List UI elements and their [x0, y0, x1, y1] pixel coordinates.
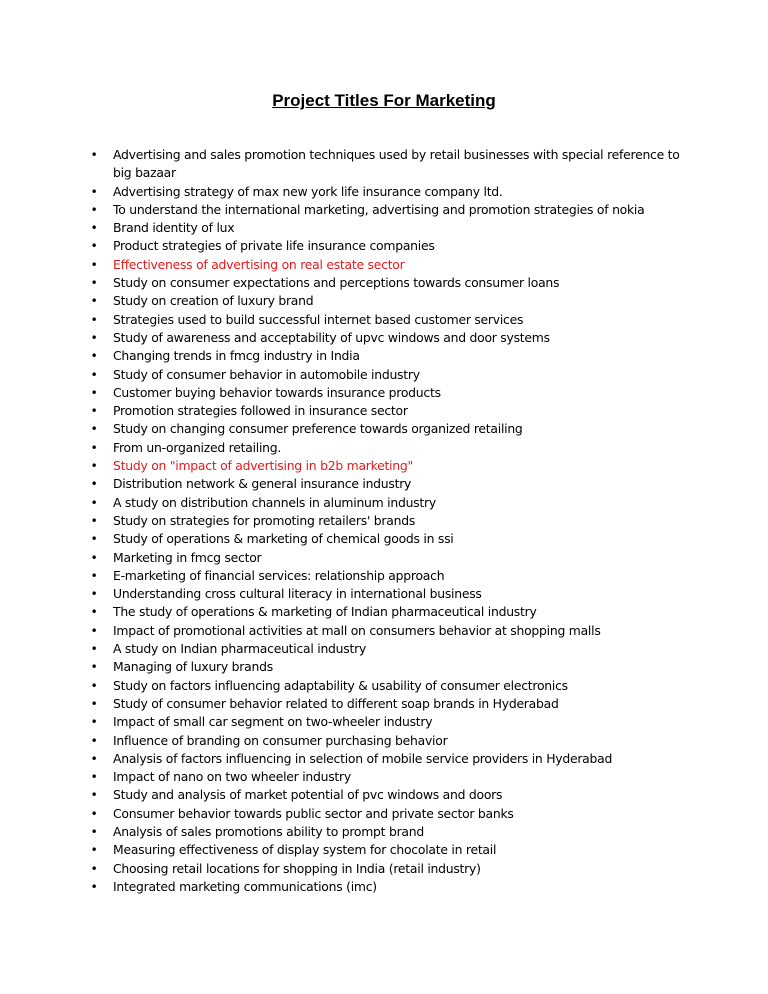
bullet-icon: •	[90, 660, 98, 675]
list-item-text: E-marketing of financial services: relationship approach	[113, 567, 445, 583]
page-title: Project Titles For Marketing	[272, 91, 496, 110]
list-item	[0, 658, 768, 676]
bullet-icon: •	[90, 861, 98, 876]
list-item-text: A study on distribution channels in aluminum industry	[113, 494, 436, 510]
list-item-text: Advertising and sales promotion techniques used by retail businesses with special reference to big bazaar	[113, 147, 680, 181]
list-item	[0, 695, 768, 713]
list-item-text: Product strategies of private life insurance companies	[113, 238, 435, 254]
list-item-text: Effectiveness of advertising on real estate sector	[113, 256, 405, 272]
list-item	[0, 640, 768, 658]
bullet-icon: •	[90, 385, 98, 400]
list-item	[0, 713, 768, 731]
bullet-icon: •	[90, 623, 98, 638]
bullet-icon: •	[90, 513, 98, 528]
list-item-text: To understand the international marketing, advertising and promotion strategies of nokia	[113, 201, 645, 217]
list-item-text: Study on "impact of advertising in b2b marketing"	[113, 458, 413, 474]
list-item	[0, 549, 768, 567]
project-title-list	[0, 146, 768, 896]
list-item	[0, 860, 768, 878]
list-item	[0, 530, 768, 548]
bullet-icon: •	[90, 367, 98, 382]
bullet-icon: •	[90, 312, 98, 327]
list-item	[0, 347, 768, 365]
bullet-icon: •	[90, 879, 98, 894]
list-item	[0, 677, 768, 695]
bullet-icon: •	[90, 715, 98, 730]
bullet-icon: •	[90, 148, 98, 162]
list-item-text: Study on strategies for promoting retailers' brands	[113, 512, 416, 528]
list-item	[0, 878, 768, 896]
list-item	[0, 457, 768, 475]
list-item	[0, 366, 768, 384]
list-item-text: Distribution network & general insurance industry	[113, 476, 412, 492]
list-item	[0, 567, 768, 585]
list-item	[0, 732, 768, 750]
list-item	[0, 311, 768, 329]
bullet-icon: •	[90, 440, 98, 455]
list-item-text: Consumer behavior towards public sector and private sector banks	[113, 805, 514, 821]
list-item-text: Influence of branding on consumer purchasing behavior	[113, 732, 448, 748]
list-item	[0, 274, 768, 292]
list-item-text: Impact of promotional activities at mall on consumers behavior at shopping malls	[113, 622, 601, 638]
list-item-text: Managing of luxury brands	[113, 659, 273, 675]
list-item	[0, 475, 768, 493]
list-item-text: Impact of nano on two wheeler industry	[113, 769, 351, 785]
bullet-icon: •	[90, 843, 98, 858]
bullet-icon: •	[90, 294, 98, 309]
list-item	[0, 402, 768, 420]
bullet-icon: •	[90, 349, 98, 364]
list-item-text: Impact of small car segment on two-wheeler industry	[113, 714, 433, 730]
list-item	[0, 512, 768, 530]
list-item-text: Study of consumer behavior related to different soap brands in Hyderabad	[113, 695, 559, 711]
bullet-icon: •	[90, 404, 98, 419]
list-item-text: Integrated marketing communications (imc)	[113, 878, 377, 894]
bullet-icon: •	[90, 806, 98, 821]
list-item-text: Study and analysis of market potential of pvc windows and doors	[113, 787, 503, 803]
list-item	[0, 750, 768, 768]
bullet-icon: •	[90, 184, 98, 199]
list-item-text: Measuring effectiveness of display system for chocolate in retail	[113, 842, 497, 858]
bullet-icon: •	[90, 733, 98, 748]
bullet-icon: •	[90, 532, 98, 547]
list-item-text: A study on Indian pharmaceutical industry	[113, 641, 367, 657]
list-item	[0, 494, 768, 512]
list-item	[0, 585, 768, 603]
list-item	[0, 786, 768, 804]
bullet-icon: •	[90, 221, 98, 236]
list-item	[0, 256, 768, 274]
bullet-icon: •	[90, 477, 98, 492]
bullet-icon: •	[90, 751, 98, 766]
bullet-icon: •	[90, 239, 98, 254]
bullet-icon: •	[90, 276, 98, 291]
list-item	[0, 805, 768, 823]
bullet-icon: •	[90, 770, 98, 785]
bullet-icon: •	[90, 788, 98, 803]
bullet-icon: •	[90, 459, 98, 474]
list-item-text: Study on factors influencing adaptability & usability of consumer electronics	[113, 677, 568, 693]
list-item	[0, 768, 768, 786]
list-item-text: Marketing in fmcg sector	[113, 549, 262, 565]
bullet-icon: •	[90, 587, 98, 602]
bullet-icon: •	[90, 330, 98, 345]
bullet-icon: •	[90, 550, 98, 565]
list-item	[0, 237, 768, 255]
list-item-text: Study of consumer behavior in automobile industry	[113, 366, 420, 382]
list-item-text: Study of operations & marketing of chemical goods in ssi	[113, 531, 454, 547]
bullet-icon: •	[90, 202, 98, 217]
list-item-text: Strategies used to build successful internet based customer services	[113, 311, 524, 327]
bullet-icon: •	[90, 642, 98, 657]
bullet-icon: •	[90, 422, 98, 437]
list-item-text: From un-organized retailing.	[113, 439, 282, 455]
bullet-icon: •	[90, 568, 98, 583]
list-item	[0, 329, 768, 347]
list-item-text: Study of awareness and acceptability of upvc windows and door systems	[113, 329, 550, 345]
list-item-text: Study on creation of luxury brand	[113, 293, 314, 309]
list-item	[0, 201, 768, 219]
list-item	[0, 823, 768, 841]
list-item-text: Changing trends in fmcg industry in India	[113, 348, 360, 364]
bullet-icon: •	[90, 257, 98, 272]
list-item-text: Advertising strategy of max new york life insurance company ltd.	[113, 183, 503, 199]
bullet-icon: •	[90, 605, 98, 620]
list-item-text: Customer buying behavior towards insurance products	[113, 384, 441, 400]
list-item	[0, 183, 768, 201]
list-item	[0, 841, 768, 859]
list-item	[0, 439, 768, 457]
list-item-text: Brand identity of lux	[113, 220, 235, 236]
bullet-icon: •	[90, 495, 98, 510]
list-item	[0, 292, 768, 310]
list-item-text: Study on consumer expectations and perceptions towards consumer loans	[113, 275, 560, 291]
bullet-icon: •	[90, 678, 98, 693]
list-item	[0, 219, 768, 237]
list-item-text: Choosing retail locations for shopping in India (retail industry)	[113, 860, 481, 876]
list-item-text: Promotion strategies followed in insurance sector	[113, 403, 408, 419]
list-item	[0, 384, 768, 402]
list-item	[0, 622, 768, 640]
list-item-text: The study of operations & marketing of Indian pharmaceutical industry	[113, 604, 537, 620]
list-item	[0, 146, 768, 183]
list-item-text: Analysis of sales promotions ability to prompt brand	[113, 823, 424, 839]
list-item	[0, 420, 768, 438]
list-item	[0, 603, 768, 621]
bullet-icon: •	[90, 824, 98, 839]
list-item-text: Understanding cross cultural literacy in international business	[113, 586, 482, 602]
list-item-text: Study on changing consumer preference towards organized retailing	[113, 421, 523, 437]
list-item-text: Analysis of factors influencing in selection of mobile service providers in Hyderabad	[113, 750, 613, 766]
bullet-icon: •	[90, 696, 98, 711]
